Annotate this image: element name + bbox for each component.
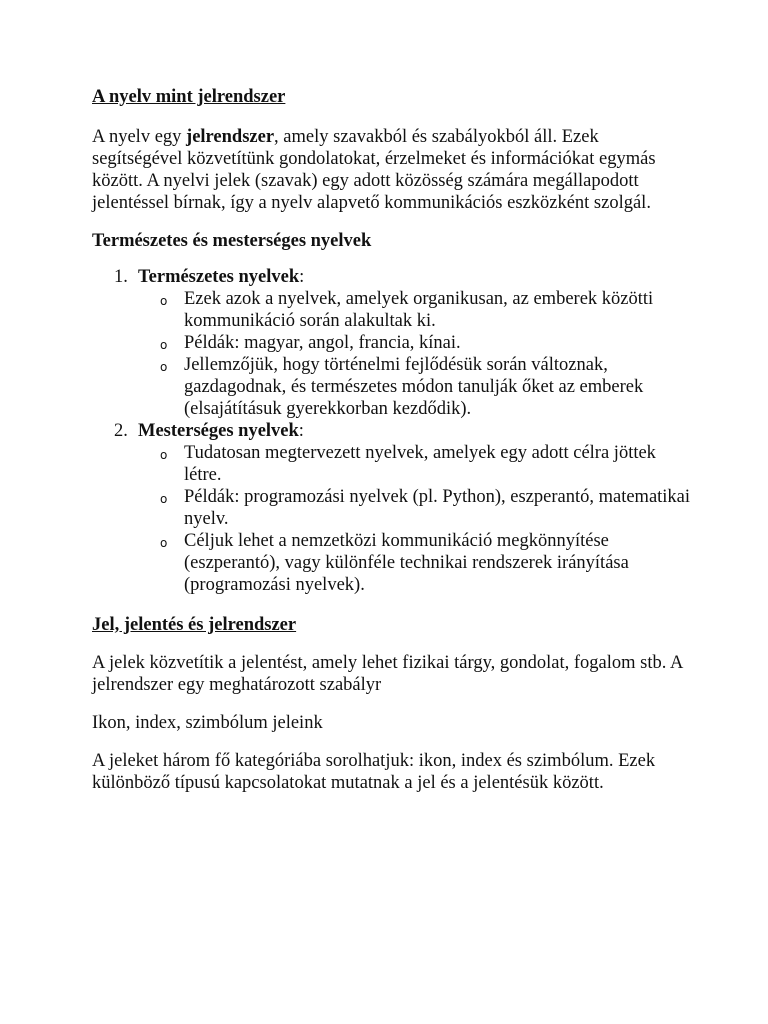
list-item-label: Természetes nyelvek [138, 267, 300, 287]
paragraph-ikon-index [92, 712, 692, 734]
sub-list [138, 288, 692, 420]
list-item-label: Mesterséges nyelvek [138, 421, 299, 441]
circle-bullet-icon: o [160, 536, 168, 550]
bullet-text: Céljuk lehet a nemzetközi kommunikáció megkönnyítése (eszperantó), vagy különféle technikai rendszerek irányítása (programozási nyelvek). [184, 531, 629, 595]
paragraph-text: Ikon, index, szimbólum jeleink [92, 713, 323, 733]
paragraph-text: A jelek közvetítik a jelentést, amely lehet fizikai tárgy, gondolat, fogalom stb. A jelrendszer egy meghatározott szabályr [92, 653, 683, 695]
bullet-text: Példák: magyar, angol, francia, kínai. [184, 333, 461, 353]
bullet-text: Tudatosan megtervezett nyelvek, amelyek egy adott célra jöttek létre. [184, 443, 656, 485]
list-item-termeszetes [92, 266, 692, 420]
list-item-suffix: : [299, 267, 305, 287]
paragraph-text: A jeleket három fő kategóriába sorolhatjuk: ikon, index és szimbólum. Ezek különböző típusú kapcsolatokat mutatnak a jel és a jelentésük között. [92, 751, 656, 793]
section-title-text: Természetes és mesterséges nyelvek [92, 231, 372, 251]
sub-list [138, 442, 692, 596]
list-item [138, 442, 692, 486]
intro-text-bold: jelrendszer [186, 127, 275, 147]
list-item [138, 288, 692, 332]
paragraph-jelek [92, 652, 692, 696]
section-title-text: Jel, jelentés és jelrendszer [92, 615, 297, 635]
intro-text-pre: A nyelv egy [92, 127, 187, 147]
bullet-text: Példák: programozási nyelvek (pl. Python), eszperantó, matematikai nyelv. [184, 487, 691, 529]
document-page [92, 86, 692, 794]
circle-bullet-icon: o [160, 360, 168, 374]
language-types-list [92, 266, 692, 596]
section-title-nyelv-jelrendszer [92, 86, 692, 108]
section-title-text: A nyelv mint jelrendszer [92, 87, 286, 107]
bullet-text: Ezek azok a nyelvek, amelyek organikusan, az emberek közötti kommunikáció során alakultak ki. [184, 289, 654, 331]
list-item [138, 354, 692, 420]
list-item-mesterseges [92, 420, 692, 596]
bullet-text: Jellemzőjük, hogy történelmi fejlődésük során változnak, gazdagodnak, és természetes módon tanulják őket az emberek (elsajátításuk gyerekkorban kezdődik). [184, 355, 644, 419]
circle-bullet-icon: o [160, 448, 168, 462]
circle-bullet-icon: o [160, 338, 168, 352]
circle-bullet-icon: o [160, 294, 168, 308]
section-title-termeszetes-mesterseges [92, 230, 692, 252]
paragraph-kategoriak [92, 750, 692, 794]
list-item-suffix: : [298, 421, 304, 441]
intro-text-post: , amely szavakból és szabályokból áll. Ezek segítségével közvetítünk gondolatokat, érzelmeket és információkat egymás között. A nyelvi jelek (szavak) egy adott közösség számára megállapodott jelentéssel bírnak, így a nyelv alapvető kommunikációs eszközként szolgál. [92, 127, 656, 213]
paragraph-intro [92, 126, 692, 214]
list-number: 2. [114, 421, 128, 441]
circle-bullet-icon: o [160, 492, 168, 506]
list-item [138, 332, 692, 354]
section-title-jel-jelentes [92, 614, 692, 636]
list-item [138, 530, 692, 596]
list-number: 1. [114, 267, 128, 287]
list-item [138, 486, 692, 530]
